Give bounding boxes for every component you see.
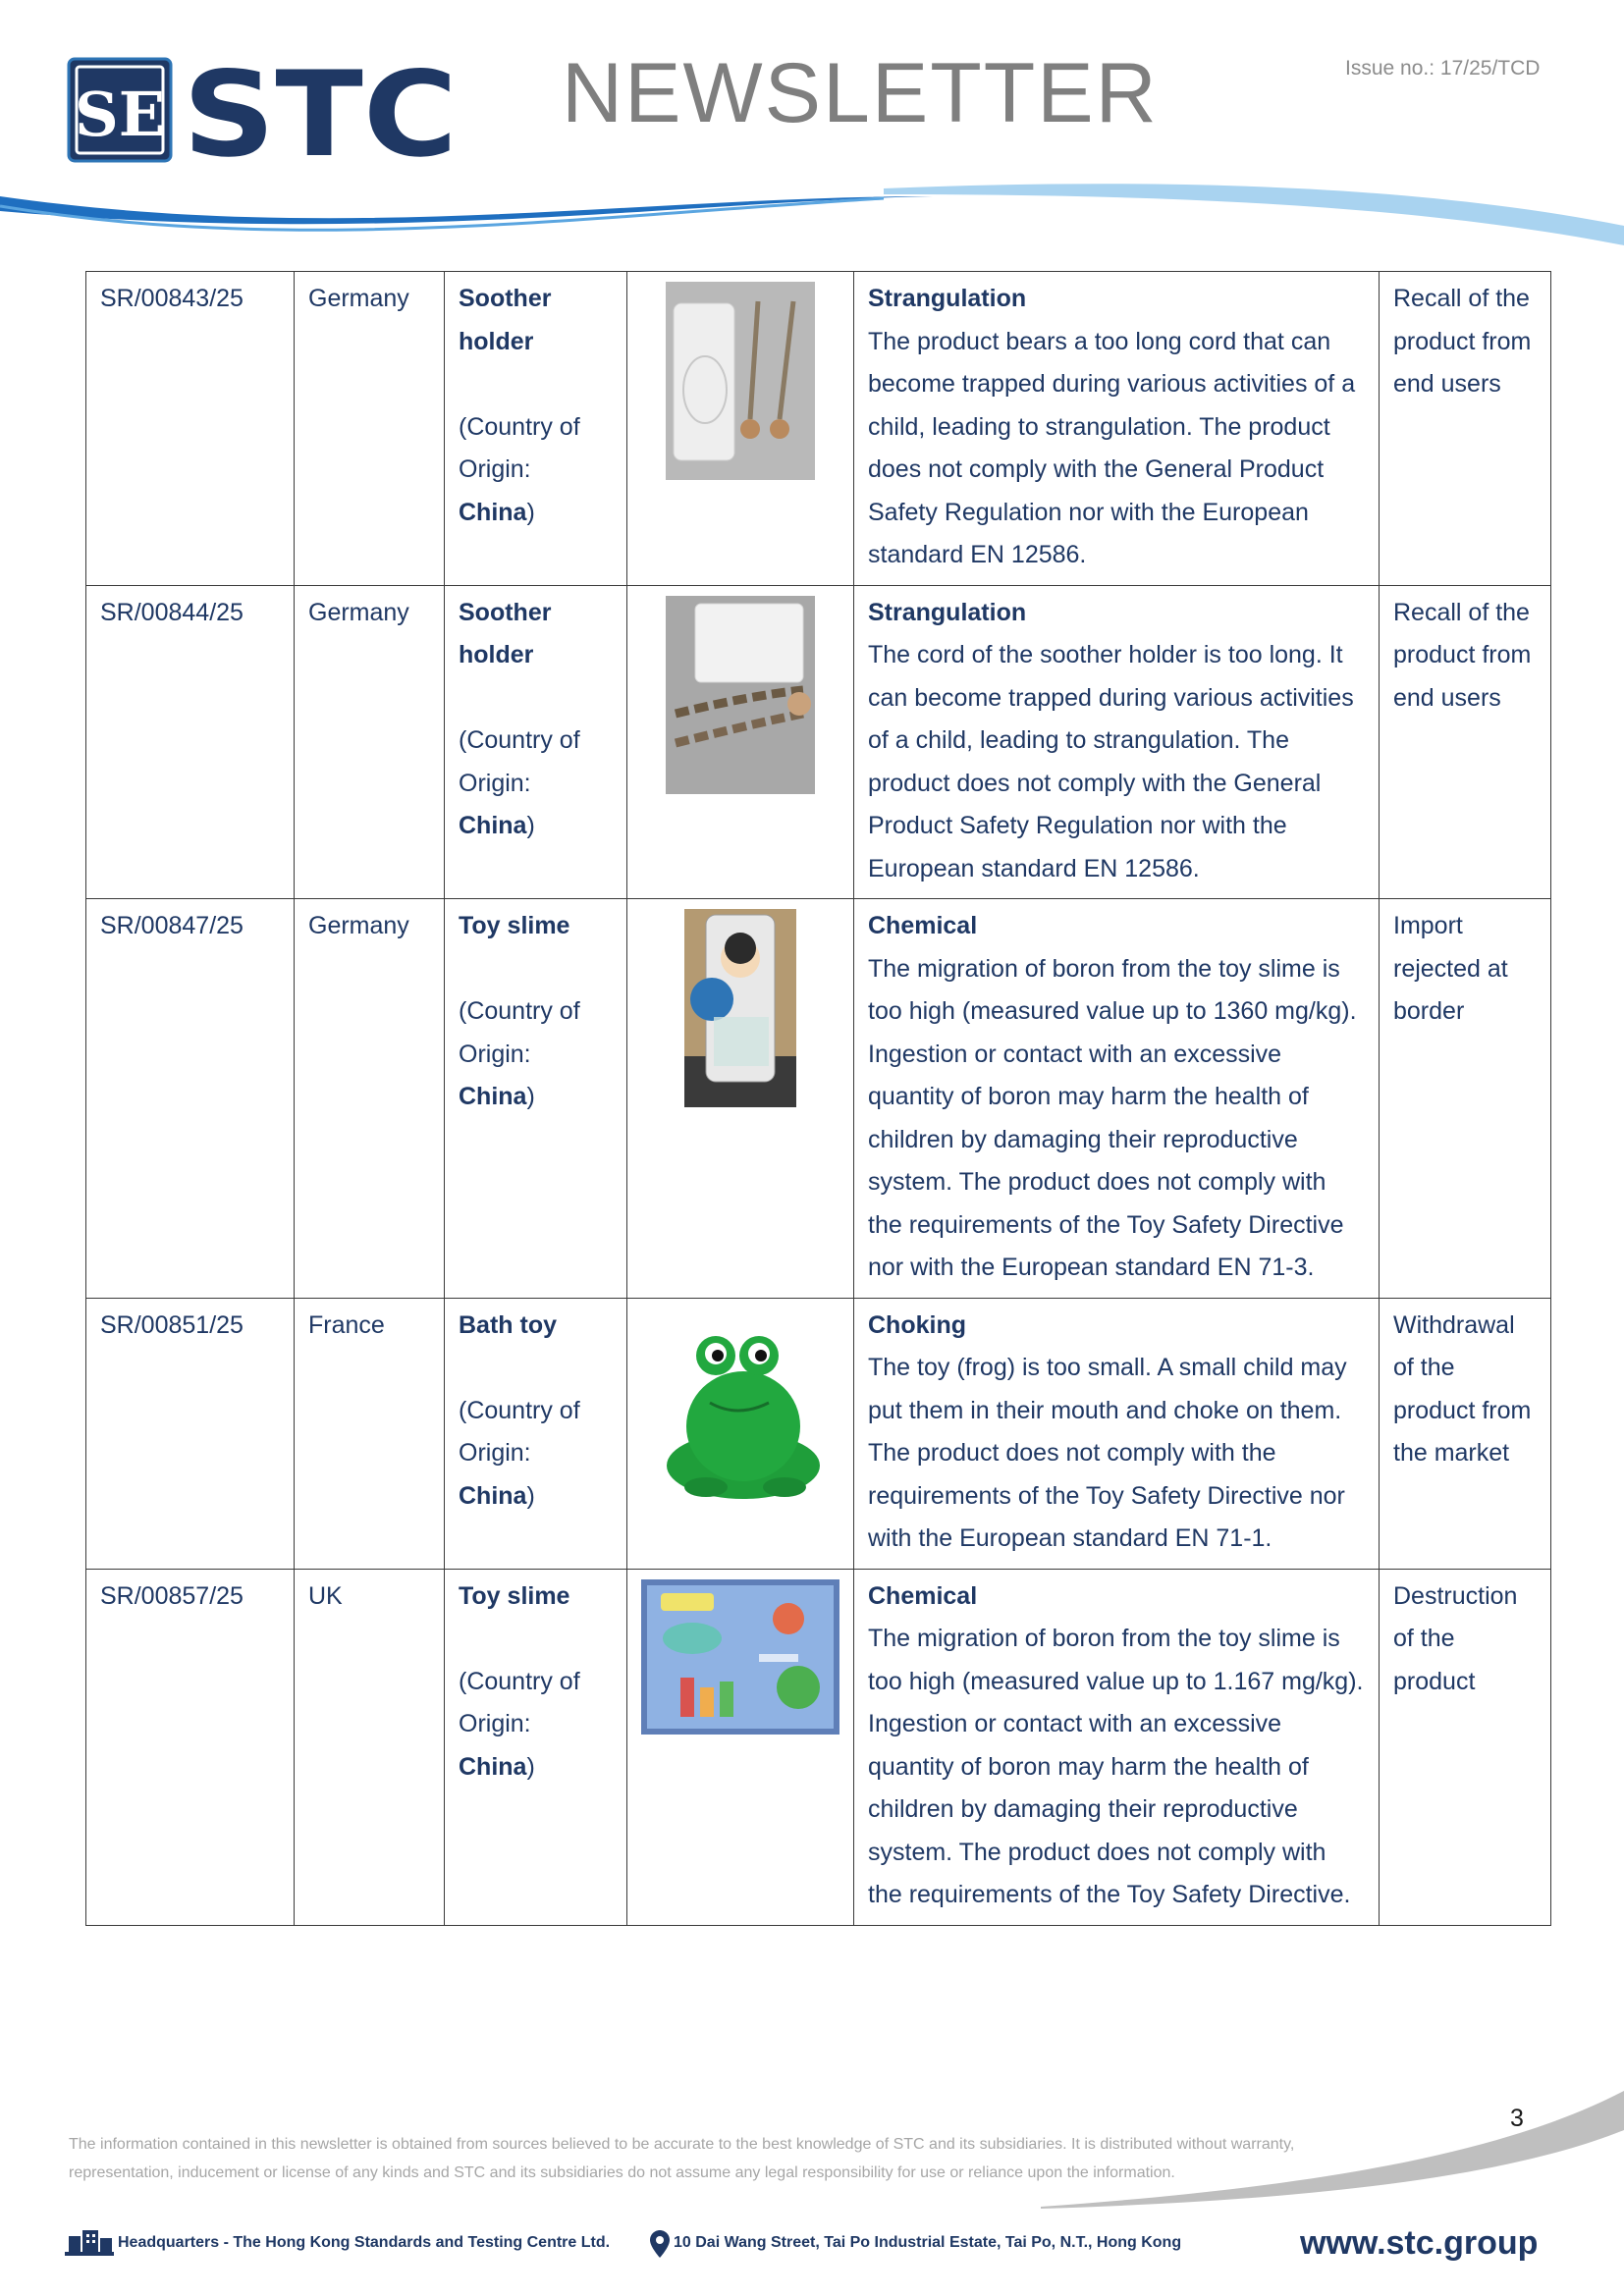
origin-prefix: (Country of Origin:: [459, 1396, 580, 1467]
origin-prefix: (Country of Origin:: [459, 412, 580, 483]
risk-type: Choking: [868, 1310, 966, 1339]
risk-type: Strangulation: [868, 285, 1027, 312]
image-cell: [627, 585, 854, 899]
origin-suffix: ): [526, 498, 535, 526]
table-row: [86, 272, 1551, 586]
reference-cell: SR/00847/25: [86, 899, 295, 1299]
header-swoosh-decoration: [0, 177, 1624, 265]
origin-prefix: (Country of Origin:: [459, 997, 580, 1068]
risk-type: Chemical: [868, 1581, 978, 1610]
image-cell: [627, 1298, 854, 1569]
table-row: [86, 899, 1551, 1299]
product-name: Bath toy: [459, 1310, 557, 1339]
stc-logo: [67, 57, 461, 163]
origin-country: China: [459, 812, 527, 839]
origin-suffix: ): [526, 812, 535, 839]
product-name: Toy slime: [459, 912, 570, 939]
origin-country: China: [459, 1481, 527, 1510]
product-cell: [445, 1298, 627, 1569]
origin-prefix: (Country of Origin:: [459, 726, 580, 797]
origin-prefix: (Country of Origin:: [459, 1667, 580, 1737]
origin-suffix: ): [526, 1481, 535, 1510]
risk-description: The product bears a too long cord that can become trapped during various activities of a child, leading to strangulation. The product does not comply with the General Product Safety Regulation nor with the European standard EN 12586.: [868, 327, 1356, 568]
measure-cell: Recall of the product from end users: [1380, 585, 1551, 899]
risk-type: Chemical: [868, 912, 978, 939]
frog-bath-toy-photo: [647, 1308, 834, 1505]
risk-cell: [854, 272, 1380, 586]
product-cell: [445, 899, 627, 1299]
reference-cell: SR/00843/25: [86, 272, 295, 586]
headquarters-text: Headquarters - The Hong Kong Standards and Testing Centre Ltd.: [118, 2234, 611, 2251]
risk-type: Strangulation: [868, 598, 1027, 626]
svg-text:SE: SE: [74, 79, 166, 150]
product-cell: [445, 1569, 627, 1925]
slime-box-photo: [641, 1579, 839, 1735]
disclaimer-text: The information contained in this newsletter is obtained from sources believed to be accurate to the best knowledge of STC and its subsidiaries. It is distributed without warranty, representation, inducement or license of any kinds and STC and its subsidiaries do not assume any legal responsibility for use or reliance upon the information.: [69, 2136, 1295, 2181]
country-cell: UK: [295, 1569, 445, 1925]
toy-slime-photo: [684, 909, 796, 1107]
risk-description: The migration of boron from the toy slime is too high (measured value up to 1360 mg/kg). Ingestion or contact with an excessive quantity of boron may harm the health of children by damaging their reproductive system. The product does not comply with the requirements of the Toy Safety Directive nor with the European standard EN 71-3.: [868, 954, 1357, 1281]
building-icon: [65, 2228, 114, 2256]
issue-number: Issue no.: 17/25/TCD: [1345, 57, 1541, 80]
table-row: [86, 1569, 1551, 1925]
image-cell: [627, 899, 854, 1299]
newsletter-title: NEWSLETTER: [562, 46, 1159, 140]
origin-suffix: ): [526, 1083, 535, 1110]
product-name: Toy slime: [459, 1581, 570, 1610]
reference-cell: SR/00857/25: [86, 1569, 295, 1925]
reference-cell: SR/00844/25: [86, 585, 295, 899]
page-number: 3: [1510, 2105, 1524, 2132]
origin-suffix: ): [526, 1752, 535, 1781]
measure-cell: Import rejected at border: [1380, 899, 1551, 1299]
risk-description: The migration of boron from the toy slime is too high (measured value up to 1.167 mg/kg). Ingestion or contact with an excessive quantity of boron may harm the health of children by damaging their reproductive system. The product does not comply with the requirements of the Toy Safety Directive.: [868, 1625, 1364, 1908]
image-cell: [627, 1569, 854, 1925]
website-link[interactable]: www.stc.group: [1300, 2224, 1539, 2262]
risk-cell: [854, 899, 1380, 1299]
measure-cell: Withdrawal of the product from the market: [1380, 1298, 1551, 1569]
address-text: 10 Dai Wang Street, Tai Po Industrial Estate, Tai Po, N.T., Hong Kong: [674, 2234, 1182, 2251]
origin-country: China: [459, 498, 527, 526]
risk-cell: [854, 1298, 1380, 1569]
origin-country: China: [459, 1083, 527, 1110]
product-name: Soother holder: [459, 285, 552, 355]
risk-description: The cord of the soother holder is too long. It can become trapped during various activities of a child, leading to strangulation. The product does not comply with the General Product Safety Regulation nor with the European standard EN 12586.: [868, 641, 1354, 882]
product-cell: [445, 272, 627, 586]
risk-description: The toy (frog) is too small. A small child may put them in their mouth and choke on them. The product does not comply with the requirements of the Toy Safety Directive nor with the European standard EN 71-1.: [868, 1354, 1347, 1552]
logo-text: STC: [183, 57, 458, 163]
measure-cell: Recall of the product from end users: [1380, 272, 1551, 586]
image-cell: [627, 272, 854, 586]
country-cell: Germany: [295, 899, 445, 1299]
table-row: [86, 1298, 1551, 1569]
soother-holder-photo: [666, 282, 815, 480]
country-cell: France: [295, 1298, 445, 1569]
recall-table: [85, 271, 1551, 1926]
location-pin-icon: [650, 2230, 670, 2258]
reference-cell: SR/00851/25: [86, 1298, 295, 1569]
product-cell: [445, 585, 627, 899]
country-cell: Germany: [295, 585, 445, 899]
soother-holder-photo: [666, 596, 815, 794]
footer-bar: [65, 2224, 1557, 2264]
table-row: [86, 585, 1551, 899]
origin-country: China: [459, 1752, 527, 1781]
risk-cell: [854, 585, 1380, 899]
measure-cell: Destruction of the product: [1380, 1569, 1551, 1925]
country-cell: Germany: [295, 272, 445, 586]
risk-cell: [854, 1569, 1380, 1925]
product-name: Soother holder: [459, 598, 552, 668]
